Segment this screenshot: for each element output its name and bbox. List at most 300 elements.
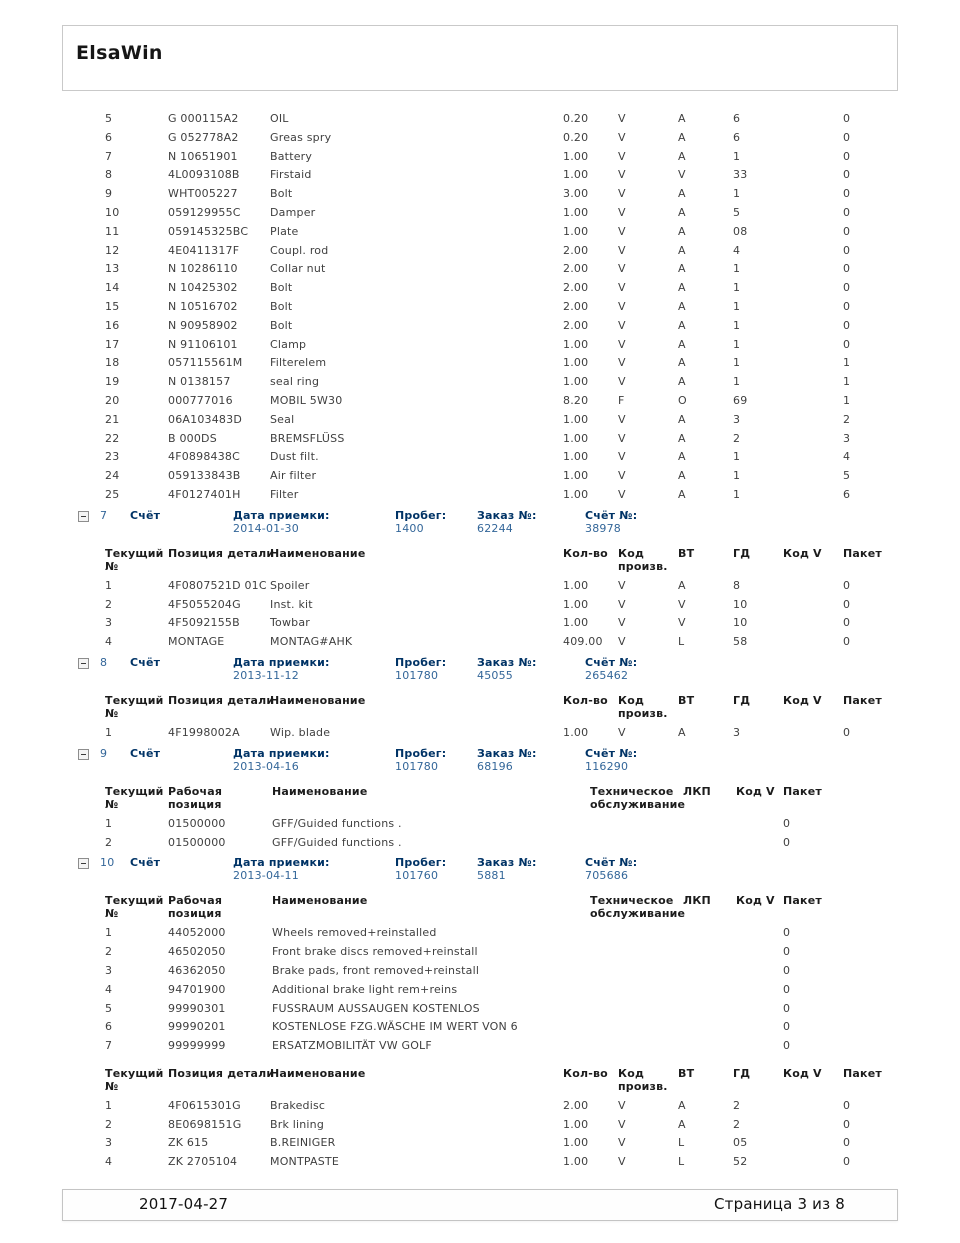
package-code: 1 [843, 356, 851, 370]
field-label: Пробег: [395, 655, 447, 669]
part-number: WHT005227 [168, 187, 238, 201]
row-number: 1 [105, 816, 113, 830]
row-number: 7 [105, 149, 113, 163]
producer-code: V [618, 450, 626, 464]
field-label: Заказ №: [477, 655, 537, 669]
work-name: KOSTENLOSE FZG.WÄSCHE IM WERT VON 6 [272, 1020, 518, 1034]
section-number: 10 [100, 856, 115, 870]
vt-code: V [678, 168, 686, 182]
field-value: 705686 [585, 869, 629, 883]
package-code: 0 [843, 243, 851, 257]
field-label: Пробег: [395, 746, 447, 760]
producer-code: V [618, 243, 626, 257]
vt-code: A [678, 1098, 686, 1112]
part-number: 4F0898438C [168, 450, 240, 464]
producer-code: V [618, 1136, 626, 1150]
producer-code: V [618, 412, 626, 426]
row-number: 20 [105, 393, 120, 407]
collapse-icon[interactable] [78, 658, 89, 669]
quantity: 1.00 [563, 412, 589, 426]
vt-code: A [678, 375, 686, 389]
field-label: Дата приемки: [233, 856, 330, 870]
producer-code: V [618, 356, 626, 370]
column-header-package-code: Пакет [783, 784, 822, 798]
quantity: 1.00 [563, 149, 589, 163]
part-name: Spoiler [270, 578, 310, 592]
package-code: 1 [843, 393, 851, 407]
gd-code: 1 [733, 187, 741, 201]
quantity: 1.00 [563, 616, 589, 630]
quantity: 1.00 [563, 224, 589, 238]
row-number: 4 [105, 1155, 113, 1169]
table-row [62, 204, 898, 223]
part-number: 057115561M [168, 356, 243, 370]
package-code: 0 [843, 281, 851, 295]
row-number: 12 [105, 243, 120, 257]
part-name: seal ring [270, 375, 320, 389]
gd-code: 2 [733, 1117, 741, 1131]
gd-code: 1 [733, 337, 741, 351]
table-body [62, 1097, 898, 1172]
table-row [62, 298, 898, 317]
minus-glyph [81, 516, 86, 517]
column-header-part-name: Наименование [270, 1066, 366, 1080]
part-number: G 000115A2 [168, 112, 239, 125]
package-code: 0 [783, 1020, 791, 1034]
quantity: 1.00 [563, 725, 589, 739]
quantity: 409.00 [563, 635, 603, 649]
row-number: 1 [105, 725, 113, 739]
work-position: 46502050 [168, 945, 226, 959]
gd-code: 10 [733, 616, 748, 630]
field-order-number [477, 509, 537, 535]
work-name: FUSSRAUM AUSSAUGEN KOSTENLOS [272, 1001, 480, 1015]
part-name: Wip. blade [270, 725, 331, 739]
part-number: 059133843B [168, 469, 241, 483]
work-name: Front brake discs removed+reinstall [272, 945, 478, 959]
vt-code: L [678, 635, 685, 649]
parts-table [62, 110, 898, 505]
table-row [62, 633, 898, 652]
work-name: Brake pads, front removed+reinstall [272, 963, 480, 977]
section-type-label: Счёт [130, 746, 161, 760]
field-value: 1400 [395, 521, 424, 535]
package-code: 0 [783, 982, 791, 996]
part-number: G 052778A2 [168, 130, 239, 144]
field-invoice-number [585, 656, 637, 682]
table-row [62, 110, 898, 129]
column-header-lkp-code: ЛКП [683, 784, 711, 798]
work-name: GFF/Guided functions . [272, 816, 402, 830]
section-type-label: Счёт [130, 508, 161, 522]
minus-glyph [81, 863, 86, 864]
field-invoice-number [585, 509, 637, 535]
part-number: 4F0127401H [168, 487, 241, 501]
gd-code: 2 [733, 1098, 741, 1112]
part-number: 4F5055204G [168, 597, 241, 611]
part-name: Brakedisc [270, 1098, 326, 1112]
gd-code: 5 [733, 205, 741, 219]
producer-code: V [618, 168, 626, 182]
row-number: 25 [105, 487, 120, 501]
table-row [62, 486, 898, 505]
work-position: 44052000 [168, 926, 226, 940]
work-position: 94701900 [168, 982, 226, 996]
part-name: MONTPASTE [270, 1155, 340, 1169]
field-value: 62244 [477, 521, 513, 535]
column-header-gd-code: ГД [733, 546, 751, 560]
table-body [62, 110, 898, 505]
row-number: 4 [105, 982, 113, 996]
column-header-kod-v-code: Код V [736, 784, 775, 798]
gd-code: 1 [733, 318, 741, 332]
table-body [62, 724, 898, 743]
collapse-icon[interactable] [78, 511, 89, 522]
quantity: 0.20 [563, 112, 589, 125]
table-row [62, 924, 898, 943]
vt-code: L [678, 1136, 685, 1150]
gd-code: 3 [733, 412, 741, 426]
gd-code: 8 [733, 578, 741, 592]
package-code: 0 [783, 963, 791, 977]
work-table [62, 894, 898, 1056]
column-header-package-code: Пакет [843, 546, 882, 560]
table-row [62, 596, 898, 615]
gd-code: 2 [733, 431, 741, 445]
work-position: 01500000 [168, 835, 226, 849]
quantity: 2.00 [563, 1098, 589, 1112]
part-name: Bolt [270, 318, 293, 332]
column-header-gd-code: ГД [733, 693, 751, 707]
work-table [62, 785, 898, 853]
part-name: Coupl. rod [270, 243, 329, 257]
part-number: N 10425302 [168, 281, 238, 295]
row-number: 21 [105, 412, 120, 426]
column-header-row-number: Текущий № [105, 894, 164, 921]
column-header-work-position: Рабочая позиция [168, 894, 223, 921]
gd-code: 08 [733, 224, 748, 238]
row-number: 2 [105, 835, 113, 849]
table-row [62, 166, 898, 185]
package-code: 0 [783, 926, 791, 940]
part-name: Air filter [270, 469, 317, 483]
column-header-tech-service: Техническое обслуживание [590, 784, 686, 811]
vt-code: A [678, 243, 686, 257]
table-row [62, 962, 898, 981]
part-number: 059145325BC [168, 224, 249, 238]
field-label: Счёт №: [585, 655, 638, 669]
field-value: 45055 [477, 668, 513, 682]
package-code: 0 [843, 168, 851, 182]
part-name: Clamp [270, 337, 307, 351]
table-row [62, 834, 898, 853]
gd-code: 05 [733, 1136, 748, 1150]
part-name: BREMSFLÜSS [270, 431, 345, 445]
part-name: MONTAG#AHK [270, 635, 353, 649]
table-row [62, 1037, 898, 1056]
quantity: 8.20 [563, 393, 589, 407]
part-number: N 0138157 [168, 375, 231, 389]
producer-code: V [618, 318, 626, 332]
package-code: 0 [843, 318, 851, 332]
field-order-number [477, 856, 537, 882]
field-label: Дата приемки: [233, 508, 330, 522]
row-number: 5 [105, 1001, 113, 1015]
package-code: 0 [843, 224, 851, 238]
package-code: 0 [843, 1098, 851, 1112]
quantity: 2.00 [563, 281, 589, 295]
vt-code: A [678, 318, 686, 332]
quantity: 3.00 [563, 187, 589, 201]
package-code: 0 [843, 112, 851, 125]
table-row [62, 1116, 898, 1135]
field-value: 101780 [395, 759, 439, 773]
table-header-row [62, 547, 898, 574]
row-number: 10 [105, 205, 120, 219]
column-header-part-name: Наименование [270, 546, 366, 560]
vt-code: A [678, 469, 686, 483]
column-header-kod-v-code: Код V [783, 1066, 822, 1080]
report-content [62, 107, 898, 1172]
package-code: 0 [843, 578, 851, 592]
package-code: 0 [843, 1155, 851, 1169]
vt-code: A [678, 578, 686, 592]
producer-code: V [618, 487, 626, 501]
column-header-package-code: Пакет [843, 693, 882, 707]
gd-code: 1 [733, 375, 741, 389]
vt-code: O [678, 393, 687, 407]
producer-code: V [618, 130, 626, 144]
table-body [62, 924, 898, 1056]
package-code: 0 [843, 262, 851, 276]
table-row [62, 336, 898, 355]
quantity: 1.00 [563, 450, 589, 464]
part-name: Bolt [270, 187, 293, 201]
app-title: ElsaWin [76, 42, 163, 64]
field-acceptance-date [233, 656, 330, 682]
column-header-work-name: Наименование [272, 894, 368, 908]
vt-code: A [678, 112, 686, 125]
row-number: 24 [105, 469, 120, 483]
part-name: Plate [270, 224, 299, 238]
column-header-kod-v-code: Код V [783, 546, 822, 560]
quantity: 1.00 [563, 375, 589, 389]
part-number: 059129955C [168, 205, 241, 219]
row-number: 3 [105, 963, 113, 977]
column-header-vt-code: ВТ [678, 546, 695, 560]
table-row [62, 1097, 898, 1116]
column-header-row-number: Текущий № [105, 1066, 164, 1093]
vt-code: A [678, 337, 686, 351]
part-number: B 000DS [168, 431, 217, 445]
row-number: 16 [105, 318, 120, 332]
field-value: 101780 [395, 668, 439, 682]
minus-glyph [81, 663, 86, 664]
row-number: 1 [105, 578, 113, 592]
part-name: Bolt [270, 281, 293, 295]
table-row [62, 981, 898, 1000]
table-row [62, 943, 898, 962]
gd-code: 69 [733, 393, 748, 407]
gd-code: 1 [733, 469, 741, 483]
minus-glyph [81, 754, 86, 755]
table-row [62, 185, 898, 204]
field-label: Счёт №: [585, 856, 638, 870]
part-number: N 10516702 [168, 299, 238, 313]
row-number: 4 [105, 635, 113, 649]
row-number: 2 [105, 1117, 113, 1131]
table-row [62, 815, 898, 834]
producer-code: V [618, 1098, 626, 1112]
field-value: 116290 [585, 759, 629, 773]
row-number: 3 [105, 616, 113, 630]
table-header-row [62, 694, 898, 721]
row-number: 15 [105, 299, 120, 313]
part-name: Greas spry [270, 130, 332, 144]
package-code: 0 [843, 149, 851, 163]
report-date: 2017-04-27 [139, 1195, 229, 1213]
package-code: 0 [843, 725, 851, 739]
table-header-row [62, 785, 898, 812]
quantity: 1.00 [563, 597, 589, 611]
column-header-work-name: Наименование [272, 784, 368, 798]
part-name: OIL [270, 112, 289, 125]
part-number: N 10286110 [168, 262, 238, 276]
producer-code: V [618, 112, 626, 125]
table-row [62, 411, 898, 430]
work-position: 99990201 [168, 1020, 226, 1034]
gd-code: 6 [733, 112, 741, 125]
vt-code: A [678, 431, 686, 445]
field-label: Дата приемки: [233, 655, 330, 669]
table-row [62, 448, 898, 467]
table-row [62, 1134, 898, 1153]
field-value: 2014-01-30 [233, 521, 299, 535]
producer-code: V [618, 375, 626, 389]
field-order-number [477, 656, 537, 682]
producer-code: V [618, 337, 626, 351]
table-row [62, 392, 898, 411]
vt-code: V [678, 597, 686, 611]
producer-code: V [618, 725, 626, 739]
column-header-row-number: Текущий № [105, 784, 164, 811]
row-number: 1 [105, 1098, 113, 1112]
field-mileage [395, 656, 446, 682]
vt-code: A [678, 450, 686, 464]
producer-code: V [618, 205, 626, 219]
table-row [62, 1153, 898, 1172]
table-row [62, 223, 898, 242]
row-number: 11 [105, 224, 120, 238]
part-number: N 90958902 [168, 318, 238, 332]
row-number: 6 [105, 130, 113, 144]
table-row [62, 129, 898, 148]
column-header-kod-v-code: Код V [736, 894, 775, 908]
column-header-producer-code: Код произв. [618, 546, 668, 573]
gd-code: 1 [733, 487, 741, 501]
package-code: 0 [843, 635, 851, 649]
column-header-package-code: Пакет [843, 1066, 882, 1080]
package-code: 6 [843, 487, 851, 501]
gd-code: 1 [733, 262, 741, 276]
vt-code: A [678, 412, 686, 426]
quantity: 1.00 [563, 1136, 589, 1150]
field-value: 68196 [477, 759, 513, 773]
row-number: 2 [105, 945, 113, 959]
part-name: MOBIL 5W30 [270, 393, 343, 407]
part-name: Dust filt. [270, 450, 319, 464]
column-header-work-position: Рабочая позиция [168, 784, 223, 811]
field-acceptance-date [233, 509, 330, 535]
row-number: 13 [105, 262, 120, 276]
invoice-section-header [62, 747, 898, 774]
table-row [62, 1018, 898, 1037]
column-header-part-name: Наименование [270, 693, 366, 707]
gd-code: 1 [733, 450, 741, 464]
column-header-lkp-code: ЛКП [683, 894, 711, 908]
vt-code: A [678, 725, 686, 739]
part-number: 4L0093108B [168, 168, 240, 182]
package-code: 0 [843, 130, 851, 144]
row-number: 23 [105, 450, 120, 464]
field-value: 2013-04-11 [233, 869, 299, 883]
table-row [62, 577, 898, 596]
row-number: 2 [105, 597, 113, 611]
vt-code: A [678, 487, 686, 501]
work-name: ERSATZMOBILITÄT VW GOLF [272, 1039, 432, 1053]
column-header-quantity: Кол-во [563, 546, 608, 560]
footer-bar [62, 1189, 898, 1221]
column-header-quantity: Кол-во [563, 1066, 608, 1080]
gd-code: 6 [733, 130, 741, 144]
column-header-producer-code: Код произв. [618, 1066, 668, 1093]
package-code: 0 [843, 597, 851, 611]
quantity: 1.00 [563, 1155, 589, 1169]
row-number: 17 [105, 337, 120, 351]
producer-code: V [618, 224, 626, 238]
field-value: 101760 [395, 869, 439, 883]
part-name: Firstaid [270, 168, 312, 182]
vt-code: A [678, 281, 686, 295]
field-invoice-number [585, 856, 637, 882]
field-label: Дата приемки: [233, 746, 330, 760]
gd-code: 52 [733, 1155, 748, 1169]
row-number: 6 [105, 1020, 113, 1034]
section-type-label: Счёт [130, 856, 161, 870]
field-mileage [395, 747, 446, 773]
quantity: 2.00 [563, 299, 589, 313]
field-label: Заказ №: [477, 508, 537, 522]
collapse-icon[interactable] [78, 858, 89, 869]
table-row [62, 279, 898, 298]
vt-code: V [678, 616, 686, 630]
quantity: 2.00 [563, 318, 589, 332]
table-header-row [62, 1067, 898, 1094]
part-name: Damper [270, 205, 316, 219]
column-header-row-number: Текущий № [105, 546, 164, 573]
work-name: Additional brake light rem+reins [272, 982, 458, 996]
work-name: GFF/Guided functions . [272, 835, 402, 849]
parts-table [62, 694, 898, 743]
work-name: Wheels removed+reinstalled [272, 926, 437, 940]
gd-code: 58 [733, 635, 748, 649]
table-row [62, 1000, 898, 1019]
column-header-part-number: Позиция детали [168, 693, 275, 707]
part-number: N 10651901 [168, 149, 238, 163]
part-name: Seal [270, 412, 295, 426]
table-header-row [62, 894, 898, 921]
collapse-icon[interactable] [78, 749, 89, 760]
